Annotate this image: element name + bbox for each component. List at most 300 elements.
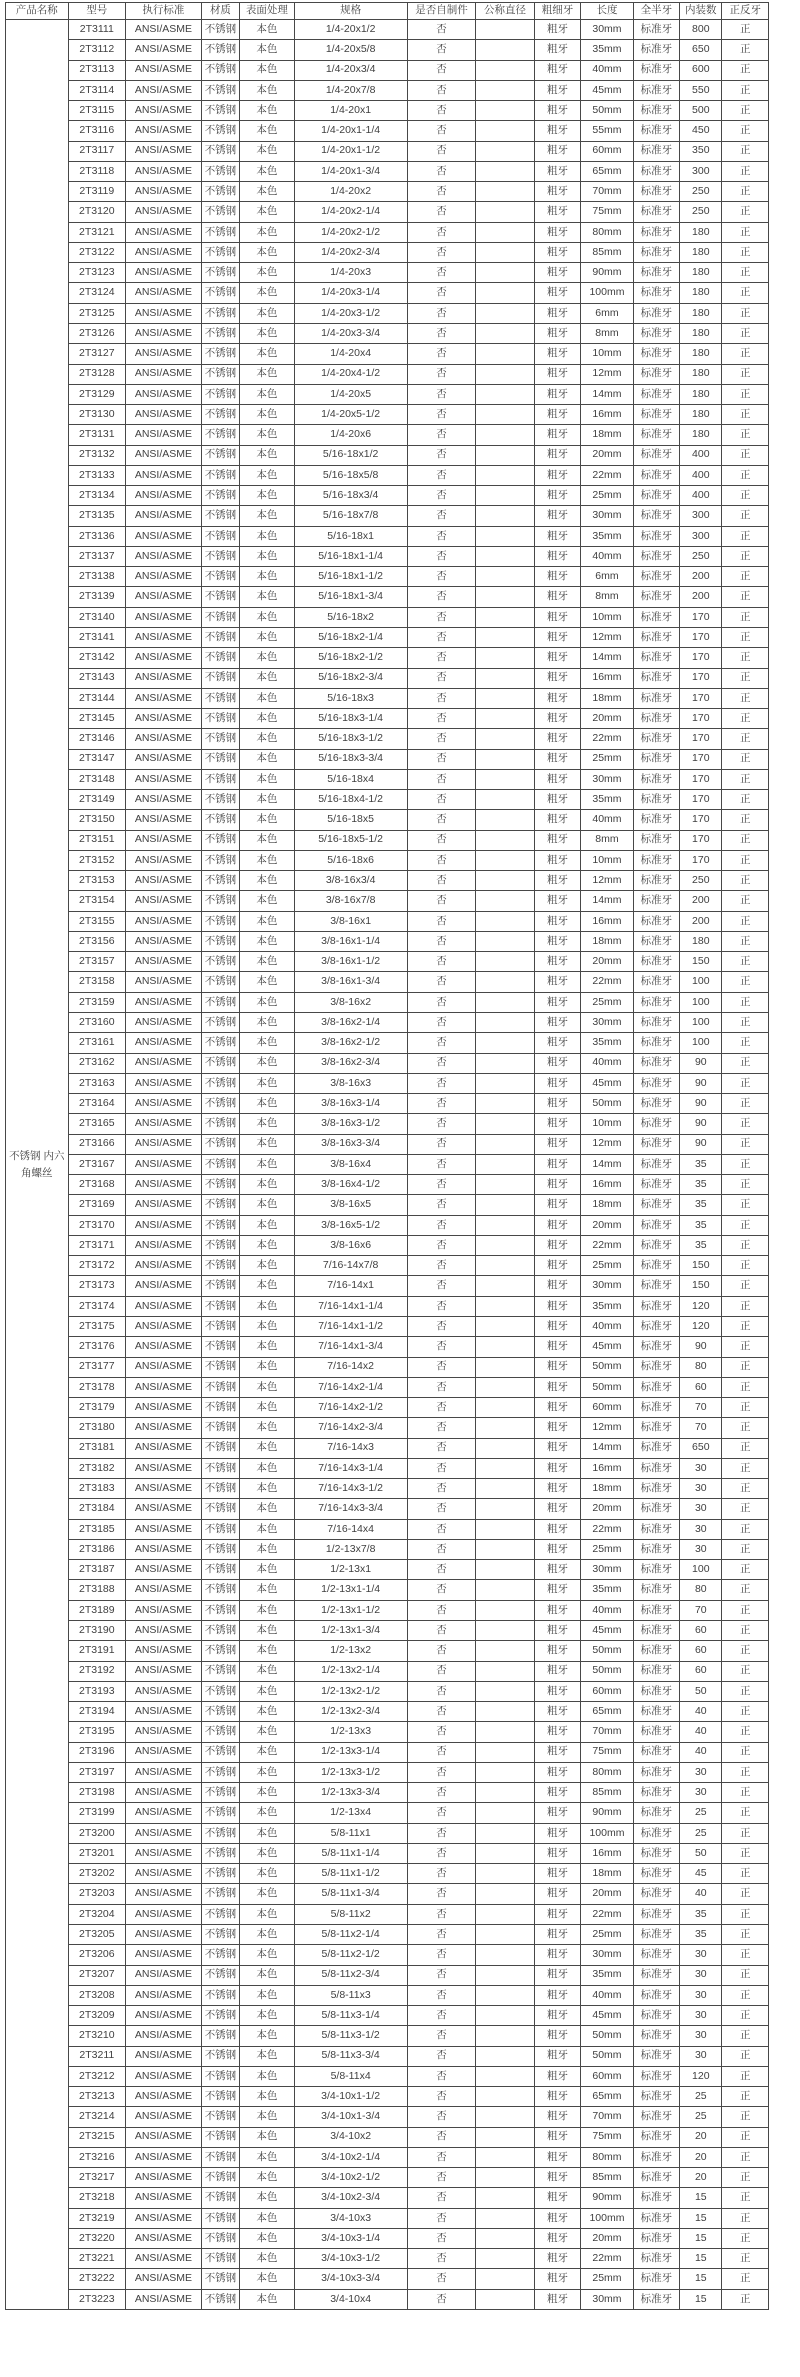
model-cell: 2T3152 (68, 850, 126, 870)
specification-cell: 1/2-13x1-3/4 (294, 1620, 407, 1640)
pack-quantity-cell: 170 (680, 709, 722, 729)
length-cell: 90mm (581, 1803, 633, 1823)
standard-cell: ANSI/ASME (126, 1783, 202, 1803)
table-row (6, 1418, 769, 1438)
specification-cell: 3/4-10x3-1/2 (294, 2249, 407, 2269)
self-made-cell: 否 (407, 80, 476, 100)
specification-cell: 1/4-20x3-1/4 (294, 283, 407, 303)
model-cell: 2T3149 (68, 790, 126, 810)
model-cell: 2T3169 (68, 1195, 126, 1215)
table-row (6, 486, 769, 506)
surface-treatment-cell: 本色 (240, 405, 295, 425)
material-cell: 不锈钢 (201, 688, 239, 708)
material-cell: 不锈钢 (201, 1823, 239, 1843)
length-cell: 14mm (581, 384, 633, 404)
thread-direction-cell: 正 (722, 384, 769, 404)
nominal-diameter-cell (476, 283, 535, 303)
thread-pitch-cell: 粗牙 (534, 263, 580, 283)
full-half-thread-cell: 标准牙 (633, 263, 679, 283)
full-half-thread-cell: 标准牙 (633, 1924, 679, 1944)
standard-cell: ANSI/ASME (126, 709, 202, 729)
nominal-diameter-cell (476, 1519, 535, 1539)
table-row (6, 2087, 769, 2107)
pack-quantity-cell: 650 (680, 1438, 722, 1458)
nominal-diameter-cell (476, 40, 535, 60)
surface-treatment-cell: 本色 (240, 1458, 295, 1478)
table-row (6, 1033, 769, 1053)
material-cell: 不锈钢 (201, 931, 239, 951)
self-made-cell: 否 (407, 1803, 476, 1823)
thread-pitch-cell: 粗牙 (534, 2107, 580, 2127)
standard-cell: ANSI/ASME (126, 1560, 202, 1580)
full-half-thread-cell: 标准牙 (633, 405, 679, 425)
thread-direction-cell: 正 (722, 323, 769, 343)
full-half-thread-cell: 标准牙 (633, 202, 679, 222)
surface-treatment-cell: 本色 (240, 2087, 295, 2107)
table-row (6, 546, 769, 566)
thread-direction-cell: 正 (722, 2127, 769, 2147)
thread-pitch-cell: 粗牙 (534, 1013, 580, 1033)
table-row (6, 891, 769, 911)
pack-quantity-cell: 25 (680, 1803, 722, 1823)
table-row (6, 972, 769, 992)
self-made-cell: 否 (407, 1418, 476, 1438)
pack-quantity-cell: 50 (680, 1843, 722, 1863)
standard-cell: ANSI/ASME (126, 182, 202, 202)
thread-pitch-cell: 粗牙 (534, 1134, 580, 1154)
model-cell: 2T3147 (68, 749, 126, 769)
self-made-cell: 否 (407, 1985, 476, 2005)
nominal-diameter-cell (476, 1985, 535, 2005)
specification-cell: 3/8-16x3-1/2 (294, 1114, 407, 1134)
pack-quantity-cell: 30 (680, 1499, 722, 1519)
surface-treatment-cell: 本色 (240, 506, 295, 526)
thread-direction-cell: 正 (722, 830, 769, 850)
length-cell: 60mm (581, 2066, 633, 2086)
surface-treatment-cell: 本色 (240, 1094, 295, 1114)
surface-treatment-cell: 本色 (240, 668, 295, 688)
nominal-diameter-cell (476, 2006, 535, 2026)
standard-cell: ANSI/ASME (126, 1803, 202, 1823)
full-half-thread-cell: 标准牙 (633, 1884, 679, 1904)
specification-cell: 5/16-18x3-3/4 (294, 749, 407, 769)
thread-pitch-cell: 粗牙 (534, 546, 580, 566)
specification-cell: 3/4-10x2 (294, 2127, 407, 2147)
thread-pitch-cell: 粗牙 (534, 161, 580, 181)
table-row (6, 2208, 769, 2228)
thread-pitch-cell: 粗牙 (534, 1641, 580, 1661)
self-made-cell: 否 (407, 992, 476, 1012)
table-row (6, 1985, 769, 2005)
table-row (6, 1681, 769, 1701)
length-cell: 25mm (581, 1256, 633, 1276)
table-row (6, 60, 769, 80)
length-cell: 18mm (581, 688, 633, 708)
standard-cell: ANSI/ASME (126, 1539, 202, 1559)
thread-direction-cell: 正 (722, 1114, 769, 1134)
length-cell: 20mm (581, 952, 633, 972)
table-row (6, 283, 769, 303)
length-cell: 50mm (581, 1357, 633, 1377)
pack-quantity-cell: 15 (680, 2188, 722, 2208)
specification-cell: 5/16-18x3-1/2 (294, 729, 407, 749)
surface-treatment-cell: 本色 (240, 2147, 295, 2167)
standard-cell: ANSI/ASME (126, 1175, 202, 1195)
thread-pitch-cell: 粗牙 (534, 1985, 580, 2005)
self-made-cell: 否 (407, 263, 476, 283)
surface-treatment-cell: 本色 (240, 344, 295, 364)
self-made-cell: 否 (407, 1438, 476, 1458)
nominal-diameter-cell (476, 2289, 535, 2309)
material-cell: 不锈钢 (201, 1965, 239, 1985)
specification-cell: 1/2-13x2-1/4 (294, 1661, 407, 1681)
thread-pitch-cell: 粗牙 (534, 2066, 580, 2086)
full-half-thread-cell: 标准牙 (633, 648, 679, 668)
standard-cell: ANSI/ASME (126, 1053, 202, 1073)
material-cell: 不锈钢 (201, 121, 239, 141)
thread-direction-cell: 正 (722, 1965, 769, 1985)
model-cell: 2T3161 (68, 1033, 126, 1053)
thread-direction-cell: 正 (722, 1702, 769, 1722)
pack-quantity-cell: 35 (680, 1154, 722, 1174)
specification-cell: 5/8-11x1-1/4 (294, 1843, 407, 1863)
specification-cell: 5/8-11x2-1/4 (294, 1924, 407, 1944)
length-cell: 75mm (581, 2127, 633, 2147)
thread-pitch-cell: 粗牙 (534, 1580, 580, 1600)
standard-cell: ANSI/ASME (126, 2046, 202, 2066)
length-cell: 22mm (581, 972, 633, 992)
self-made-cell: 否 (407, 283, 476, 303)
thread-direction-cell: 正 (722, 526, 769, 546)
thread-direction-cell: 正 (722, 283, 769, 303)
table-row (6, 1945, 769, 1965)
model-cell: 2T3217 (68, 2168, 126, 2188)
length-cell: 60mm (581, 1398, 633, 1418)
table-row (6, 952, 769, 972)
surface-treatment-cell: 本色 (240, 850, 295, 870)
thread-pitch-cell: 粗牙 (534, 2046, 580, 2066)
thread-direction-cell: 正 (722, 1418, 769, 1438)
surface-treatment-cell: 本色 (240, 769, 295, 789)
specification-cell: 5/16-18x1 (294, 526, 407, 546)
nominal-diameter-cell (476, 911, 535, 931)
material-cell: 不锈钢 (201, 2107, 239, 2127)
standard-cell: ANSI/ASME (126, 1864, 202, 1884)
surface-treatment-cell: 本色 (240, 242, 295, 262)
table-row (6, 384, 769, 404)
self-made-cell: 否 (407, 445, 476, 465)
length-cell: 14mm (581, 648, 633, 668)
thread-pitch-cell: 粗牙 (534, 1884, 580, 1904)
model-cell: 2T3129 (68, 384, 126, 404)
model-cell: 2T3134 (68, 486, 126, 506)
table-row (6, 1843, 769, 1863)
self-made-cell: 否 (407, 1499, 476, 1519)
nominal-diameter-cell (476, 729, 535, 749)
model-cell: 2T3135 (68, 506, 126, 526)
standard-cell: ANSI/ASME (126, 40, 202, 60)
thread-direction-cell: 正 (722, 121, 769, 141)
thread-pitch-cell: 粗牙 (534, 1357, 580, 1377)
specification-cell: 3/4-10x2-3/4 (294, 2188, 407, 2208)
full-half-thread-cell: 标准牙 (633, 242, 679, 262)
length-cell: 18mm (581, 1195, 633, 1215)
specification-cell: 5/16-18x5-1/2 (294, 830, 407, 850)
table-row (6, 1235, 769, 1255)
material-cell: 不锈钢 (201, 567, 239, 587)
specification-cell: 7/16-14x3 (294, 1438, 407, 1458)
thread-direction-cell: 正 (722, 2188, 769, 2208)
standard-cell: ANSI/ASME (126, 2168, 202, 2188)
standard-cell: ANSI/ASME (126, 2269, 202, 2289)
full-half-thread-cell: 标准牙 (633, 992, 679, 1012)
thread-direction-cell: 正 (722, 161, 769, 181)
pack-quantity-cell: 20 (680, 2147, 722, 2167)
standard-cell: ANSI/ASME (126, 1337, 202, 1357)
pack-quantity-cell: 170 (680, 668, 722, 688)
thread-direction-cell: 正 (722, 1479, 769, 1499)
thread-direction-cell: 正 (722, 202, 769, 222)
full-half-thread-cell: 标准牙 (633, 1620, 679, 1640)
material-cell: 不锈钢 (201, 1519, 239, 1539)
table-row (6, 101, 769, 121)
full-half-thread-cell: 标准牙 (633, 952, 679, 972)
length-cell: 16mm (581, 911, 633, 931)
self-made-cell: 否 (407, 1398, 476, 1418)
surface-treatment-cell: 本色 (240, 790, 295, 810)
standard-cell: ANSI/ASME (126, 1600, 202, 1620)
surface-treatment-cell: 本色 (240, 40, 295, 60)
self-made-cell: 否 (407, 465, 476, 485)
self-made-cell: 否 (407, 121, 476, 141)
standard-cell: ANSI/ASME (126, 202, 202, 222)
thread-pitch-cell: 粗牙 (534, 2006, 580, 2026)
surface-treatment-cell: 本色 (240, 1600, 295, 1620)
full-half-thread-cell: 标准牙 (633, 1945, 679, 1965)
standard-cell: ANSI/ASME (126, 1924, 202, 1944)
standard-cell: ANSI/ASME (126, 1256, 202, 1276)
pack-quantity-cell: 30 (680, 1762, 722, 1782)
model-cell: 2T3121 (68, 222, 126, 242)
nominal-diameter-cell (476, 1317, 535, 1337)
pack-quantity-cell: 170 (680, 607, 722, 627)
specification-cell: 1/4-20x2-1/2 (294, 222, 407, 242)
standard-cell: ANSI/ASME (126, 242, 202, 262)
nominal-diameter-cell (476, 1073, 535, 1093)
surface-treatment-cell: 本色 (240, 810, 295, 830)
thread-direction-cell: 正 (722, 1235, 769, 1255)
material-cell: 不锈钢 (201, 283, 239, 303)
thread-direction-cell: 正 (722, 1924, 769, 1944)
specification-cell: 7/16-14x2-1/2 (294, 1398, 407, 1418)
surface-treatment-cell: 本色 (240, 1357, 295, 1377)
nominal-diameter-cell (476, 810, 535, 830)
full-half-thread-cell: 标准牙 (633, 1965, 679, 1985)
full-half-thread-cell: 标准牙 (633, 1904, 679, 1924)
thread-pitch-cell: 粗牙 (534, 2208, 580, 2228)
surface-treatment-cell: 本色 (240, 80, 295, 100)
full-half-thread-cell: 标准牙 (633, 1215, 679, 1235)
standard-cell: ANSI/ASME (126, 2188, 202, 2208)
pack-quantity-cell: 35 (680, 1904, 722, 1924)
standard-cell: ANSI/ASME (126, 587, 202, 607)
pack-quantity-cell: 170 (680, 627, 722, 647)
material-cell: 不锈钢 (201, 749, 239, 769)
surface-treatment-cell: 本色 (240, 1702, 295, 1722)
length-cell: 60mm (581, 141, 633, 161)
material-cell: 不锈钢 (201, 242, 239, 262)
table-row (6, 1600, 769, 1620)
full-half-thread-cell: 标准牙 (633, 567, 679, 587)
specification-cell: 7/16-14x3-3/4 (294, 1499, 407, 1519)
header-self-made: 是否自制件 (407, 3, 476, 20)
material-cell: 不锈钢 (201, 364, 239, 384)
model-cell: 2T3139 (68, 587, 126, 607)
specification-cell: 1/4-20x5 (294, 384, 407, 404)
pack-quantity-cell: 40 (680, 1722, 722, 1742)
standard-cell: ANSI/ASME (126, 790, 202, 810)
length-cell: 60mm (581, 1681, 633, 1701)
thread-pitch-cell: 粗牙 (534, 709, 580, 729)
model-cell: 2T3181 (68, 1438, 126, 1458)
surface-treatment-cell: 本色 (240, 2249, 295, 2269)
model-cell: 2T3133 (68, 465, 126, 485)
standard-cell: ANSI/ASME (126, 101, 202, 121)
material-cell: 不锈钢 (201, 405, 239, 425)
header-thread-pitch: 粗细牙 (534, 3, 580, 20)
thread-direction-cell: 正 (722, 101, 769, 121)
self-made-cell: 否 (407, 384, 476, 404)
thread-pitch-cell: 粗牙 (534, 749, 580, 769)
thread-pitch-cell: 粗牙 (534, 182, 580, 202)
thread-pitch-cell: 粗牙 (534, 1722, 580, 1742)
table-row (6, 1661, 769, 1681)
thread-direction-cell: 正 (722, 2289, 769, 2309)
material-cell: 不锈钢 (201, 1337, 239, 1357)
material-cell: 不锈钢 (201, 790, 239, 810)
surface-treatment-cell: 本色 (240, 1620, 295, 1640)
thread-pitch-cell: 粗牙 (534, 1296, 580, 1316)
length-cell: 16mm (581, 405, 633, 425)
model-cell: 2T3216 (68, 2147, 126, 2167)
nominal-diameter-cell (476, 1013, 535, 1033)
nominal-diameter-cell (476, 1357, 535, 1377)
table-row (6, 1377, 769, 1397)
full-half-thread-cell: 标准牙 (633, 60, 679, 80)
thread-direction-cell: 正 (722, 1519, 769, 1539)
thread-direction-cell: 正 (722, 1195, 769, 1215)
model-cell: 2T3218 (68, 2188, 126, 2208)
table-row (6, 2006, 769, 2026)
model-cell: 2T3155 (68, 911, 126, 931)
thread-direction-cell: 正 (722, 1742, 769, 1762)
thread-direction-cell: 正 (722, 1620, 769, 1640)
table-row (6, 161, 769, 181)
material-cell: 不锈钢 (201, 1560, 239, 1580)
length-cell: 16mm (581, 1843, 633, 1863)
specification-cell: 1/2-13x1-1/2 (294, 1600, 407, 1620)
thread-pitch-cell: 粗牙 (534, 2269, 580, 2289)
pack-quantity-cell: 150 (680, 1256, 722, 1276)
self-made-cell: 否 (407, 2228, 476, 2248)
specification-cell: 3/8-16x7/8 (294, 891, 407, 911)
surface-treatment-cell: 本色 (240, 567, 295, 587)
pack-quantity-cell: 35 (680, 1175, 722, 1195)
specification-cell: 5/16-18x3/4 (294, 486, 407, 506)
thread-pitch-cell: 粗牙 (534, 486, 580, 506)
length-cell: 40mm (581, 60, 633, 80)
specification-cell: 1/4-20x1 (294, 101, 407, 121)
self-made-cell: 否 (407, 20, 476, 40)
header-material: 材质 (201, 3, 239, 20)
surface-treatment-cell: 本色 (240, 1641, 295, 1661)
nominal-diameter-cell (476, 526, 535, 546)
nominal-diameter-cell (476, 992, 535, 1012)
thread-direction-cell: 正 (722, 709, 769, 729)
standard-cell: ANSI/ASME (126, 263, 202, 283)
pack-quantity-cell: 100 (680, 1033, 722, 1053)
standard-cell: ANSI/ASME (126, 1641, 202, 1661)
thread-direction-cell: 正 (722, 1762, 769, 1782)
length-cell: 85mm (581, 1783, 633, 1803)
header-surface-treatment: 表面处理 (240, 3, 295, 20)
nominal-diameter-cell (476, 1945, 535, 1965)
length-cell: 10mm (581, 344, 633, 364)
surface-treatment-cell: 本色 (240, 1114, 295, 1134)
pack-quantity-cell: 180 (680, 405, 722, 425)
nominal-diameter-cell (476, 1600, 535, 1620)
thread-direction-cell: 正 (722, 587, 769, 607)
full-half-thread-cell: 标准牙 (633, 364, 679, 384)
specification-cell: 3/8-16x5-1/2 (294, 1215, 407, 1235)
surface-treatment-cell: 本色 (240, 871, 295, 891)
pack-quantity-cell: 30 (680, 2026, 722, 2046)
length-cell: 30mm (581, 20, 633, 40)
full-half-thread-cell: 标准牙 (633, 1256, 679, 1276)
thread-pitch-cell: 粗牙 (534, 526, 580, 546)
length-cell: 75mm (581, 202, 633, 222)
model-cell: 2T3114 (68, 80, 126, 100)
length-cell: 55mm (581, 121, 633, 141)
nominal-diameter-cell (476, 2127, 535, 2147)
pack-quantity-cell: 170 (680, 688, 722, 708)
thread-direction-cell: 正 (722, 1681, 769, 1701)
model-cell: 2T3223 (68, 2289, 126, 2309)
thread-direction-cell: 正 (722, 2026, 769, 2046)
nominal-diameter-cell (476, 2066, 535, 2086)
material-cell: 不锈钢 (201, 1600, 239, 1620)
self-made-cell: 否 (407, 2006, 476, 2026)
thread-pitch-cell: 粗牙 (534, 830, 580, 850)
thread-pitch-cell: 粗牙 (534, 1843, 580, 1863)
standard-cell: ANSI/ASME (126, 891, 202, 911)
length-cell: 65mm (581, 1702, 633, 1722)
nominal-diameter-cell (476, 506, 535, 526)
standard-cell: ANSI/ASME (126, 323, 202, 343)
thread-direction-cell: 正 (722, 810, 769, 830)
nominal-diameter-cell (476, 1661, 535, 1681)
standard-cell: ANSI/ASME (126, 1519, 202, 1539)
specification-cell: 3/4-10x1-3/4 (294, 2107, 407, 2127)
self-made-cell: 否 (407, 871, 476, 891)
pack-quantity-cell: 550 (680, 80, 722, 100)
material-cell: 不锈钢 (201, 607, 239, 627)
nominal-diameter-cell (476, 1641, 535, 1661)
material-cell: 不锈钢 (201, 20, 239, 40)
thread-pitch-cell: 粗牙 (534, 141, 580, 161)
nominal-diameter-cell (476, 80, 535, 100)
standard-cell: ANSI/ASME (126, 1742, 202, 1762)
